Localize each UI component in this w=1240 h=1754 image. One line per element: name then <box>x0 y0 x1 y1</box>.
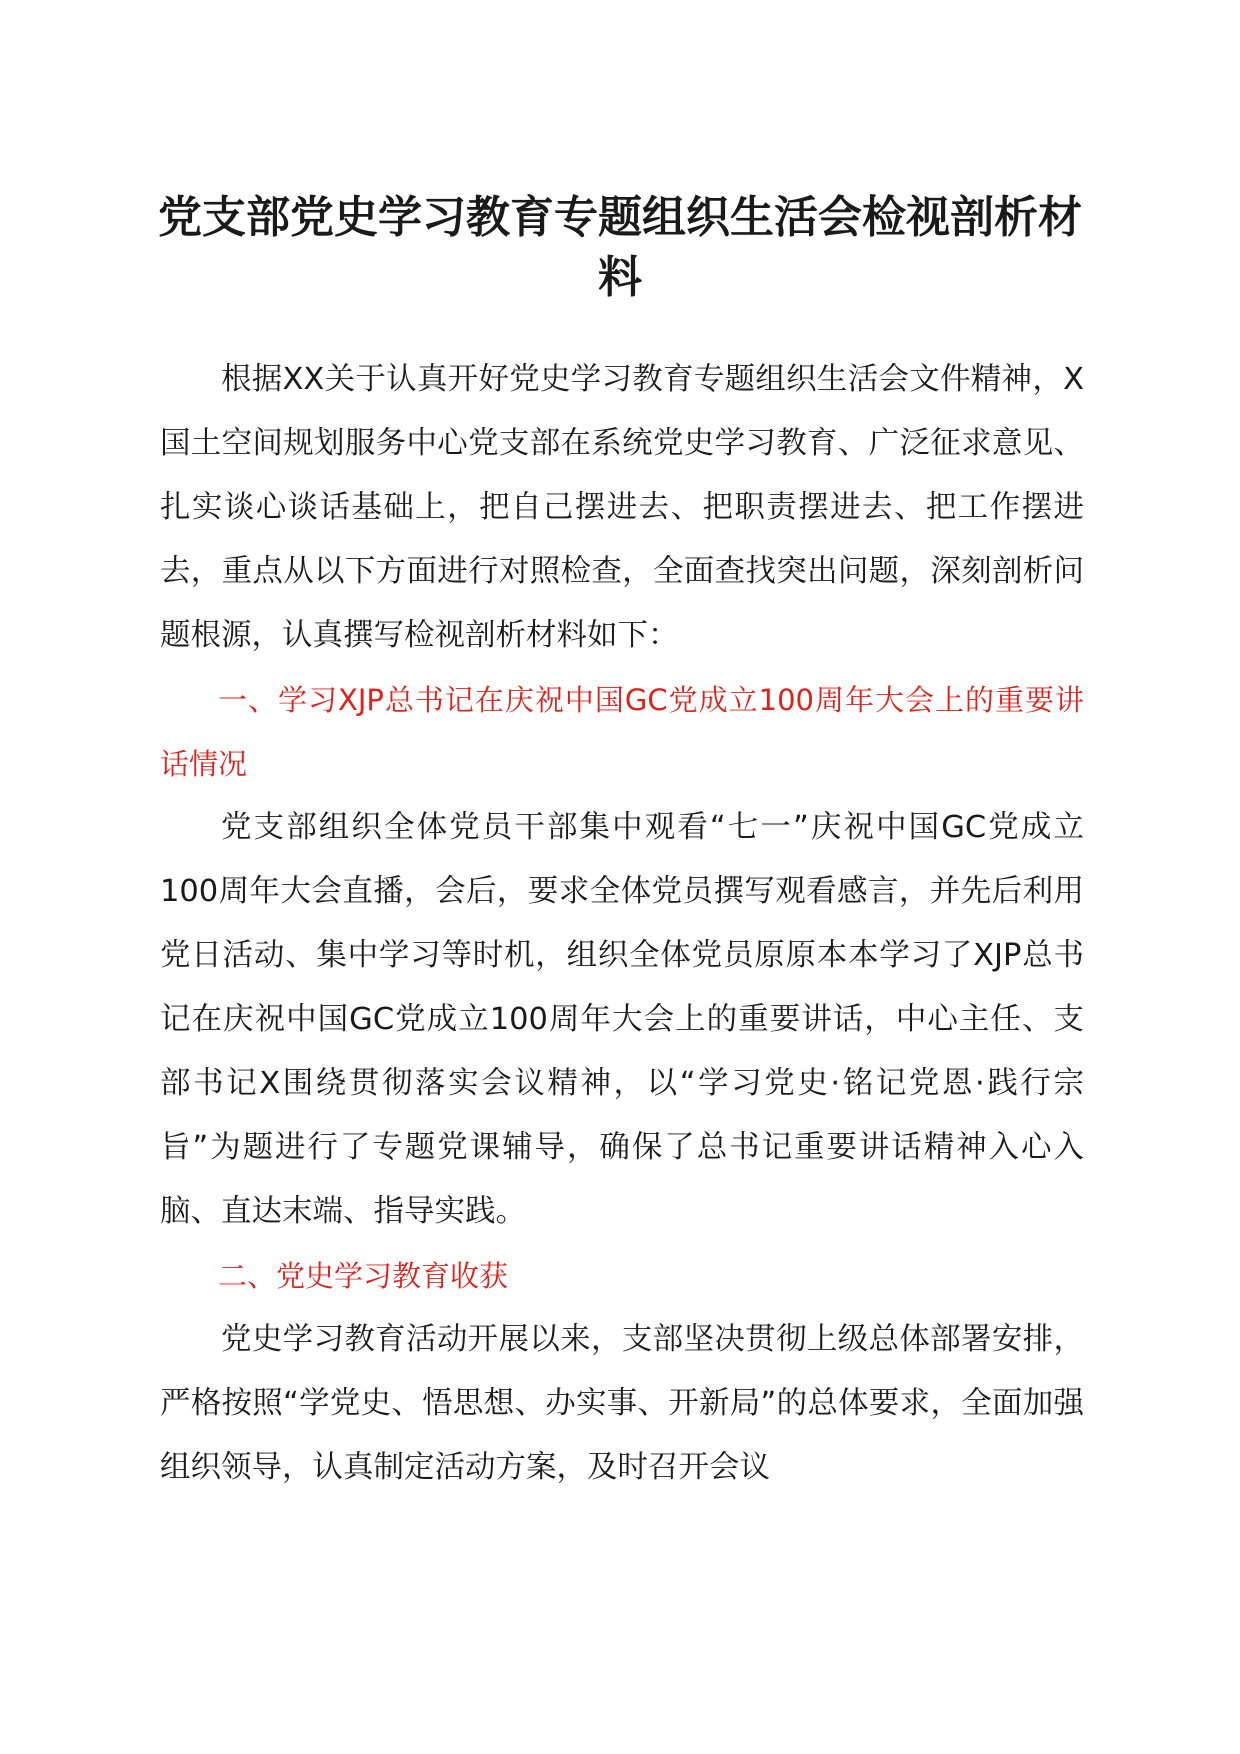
section-1-paragraph: 党支部组织全体党员干部集中观看“七一”庆祝中国GC党成立100周年大会直播，会后，要求全体党员撰写观看感言，并先后利用党日活动、集中学习等时机，组织全体党员原原本本学习了XJP总书记在庆祝中国GC党成立100周年大会上的重要讲话，中心主任、支部书记X围绕贯彻落实会议精神，以“学习党史·铭记党恩·践行宗旨”为题进行了专题党课辅导，确保了总书记重要讲话精神入心入脑、直达末端、指导实践。 <box>160 810 1084 1229</box>
document-body <box>160 348 1084 1500</box>
section-2-paragraph: 党史学习教育活动开展以来，支部坚决贯彻上级总体部署安排，严格按照“学党史、悟思想、办实事、开新局”的总体要求，全面加强组织领导，认真制定活动方案，及时召开会议 <box>160 1322 1084 1485</box>
intro-paragraph: 根据XX关于认真开好党史学习教育专题组织生活会文件精神，X国土空间规划服务中心党支部在系统党史学习教育、广泛征求意见、扎实谈心谈话基础上，把自己摆进去、把职责摆进去、把工作摆进去，重点从以下方面进行对照检查，全面查找突出问题，深刻剖析问题根源，认真撰写检视剖析材料如下： <box>160 362 1084 653</box>
section-heading-2: 二、党史学习教育收获 <box>218 1259 509 1293</box>
section-heading-1: 一、学习XJP总书记在庆祝中国GC党成立100周年大会上的重要讲话情况 <box>160 683 1084 781</box>
document-title: 党支部党史学习教育专题组织生活会检视剖析材料 <box>158 192 1082 303</box>
